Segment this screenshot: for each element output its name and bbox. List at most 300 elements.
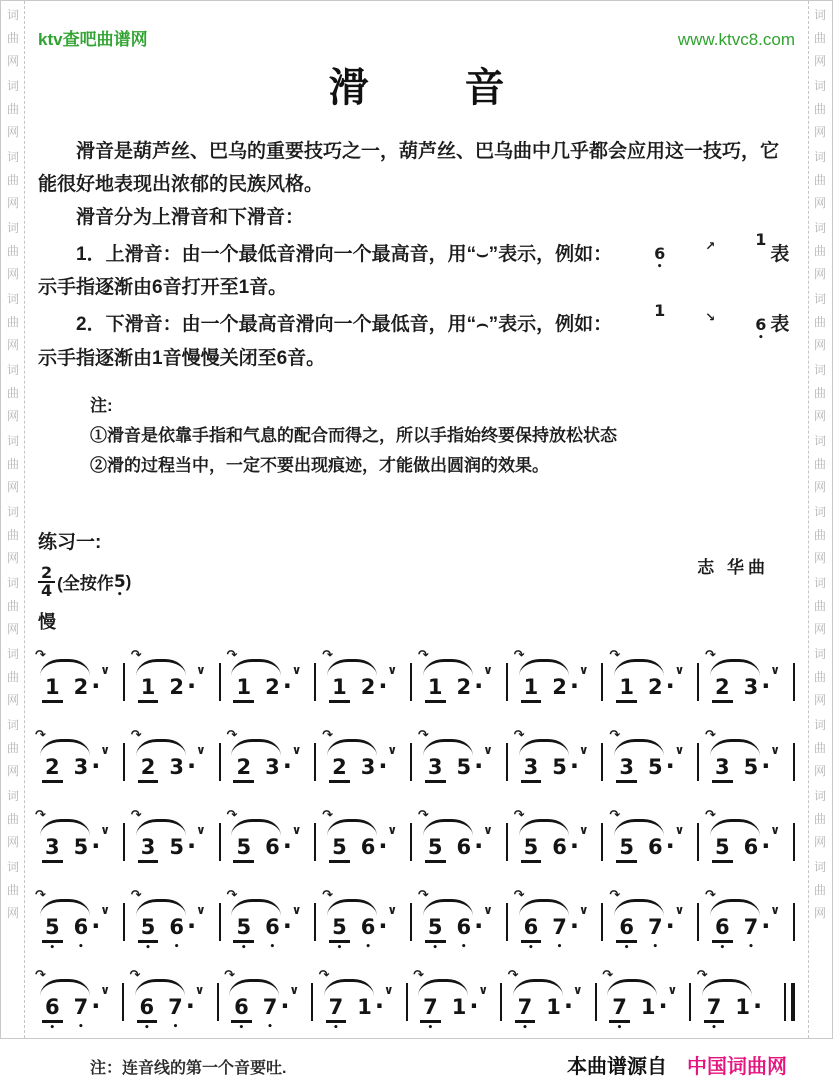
slide-hook-icon: ↷	[609, 807, 621, 823]
measure	[322, 647, 401, 710]
slide-hook-icon: ↷	[226, 727, 238, 743]
down-slide-text-pre: 2．下滑音：由一个最高音滑向一个最低音，用“⌢”表示，例如：	[76, 314, 613, 336]
note: 2	[456, 674, 472, 699]
breath-mark-icon: ∨	[387, 902, 398, 917]
measure	[705, 647, 784, 710]
downslide-notation-example	[616, 300, 767, 343]
composer-credit: 志 华曲	[697, 557, 769, 577]
barline	[689, 983, 691, 1021]
note: 7 •	[73, 994, 89, 1033]
note: 6 •	[169, 914, 184, 953]
augmentation-dot-icon: ·	[91, 831, 101, 860]
octave-dot-icon: •	[719, 943, 726, 954]
footer-note: 注：连音线的第一个音要吐.	[90, 1059, 287, 1077]
measure	[226, 727, 305, 790]
note: 3	[712, 756, 733, 783]
barline	[697, 663, 699, 701]
measure	[609, 887, 688, 954]
octave-dot-icon: •	[656, 262, 663, 273]
octave-dot-icon: •	[711, 1023, 717, 1034]
slide-hook-icon: ↷	[609, 727, 621, 743]
left-watermark-column	[5, 9, 21, 932]
slide-hook-icon: ↷	[513, 647, 525, 663]
score-system	[35, 807, 795, 871]
octave-dot-icon: •	[78, 1022, 84, 1033]
breath-mark-icon: ∨	[100, 902, 110, 917]
note-pair	[712, 833, 770, 863]
slide-hook-icon: ↷	[609, 887, 621, 903]
octave-dot-icon: •	[427, 1023, 434, 1034]
barline	[595, 983, 597, 1021]
slide-hook-icon: ↷	[513, 887, 525, 903]
note-pair	[42, 753, 100, 783]
augmentation-dot-icon: ·	[185, 991, 195, 1020]
watermark-text: 词 曲 网	[6, 789, 19, 849]
watermark-text: 词 曲 网	[6, 292, 19, 352]
measure	[696, 967, 776, 1034]
barline	[314, 663, 316, 701]
site-url-link[interactable]: www.ktvc8.com	[677, 30, 795, 49]
note: 7 •	[515, 996, 536, 1023]
site-name-link[interactable]: ktv查吧曲谱网	[38, 30, 148, 49]
note: 5	[521, 836, 542, 863]
barline	[697, 743, 699, 781]
note-pair	[329, 833, 387, 863]
measure	[513, 727, 593, 790]
slide-hook-icon: ↷	[417, 807, 429, 823]
note: 5	[425, 836, 446, 863]
note-pair	[712, 753, 770, 783]
octave-dot-icon: •	[269, 942, 276, 953]
note-pair	[712, 911, 771, 954]
barline	[506, 823, 508, 861]
barline	[410, 903, 412, 941]
measure	[226, 887, 305, 954]
site-header	[38, 1, 795, 50]
measure	[130, 727, 210, 790]
upslide-notation-example	[616, 230, 767, 273]
octave-dot-icon: •	[78, 942, 84, 953]
note-pair	[521, 673, 579, 703]
barline	[123, 823, 125, 861]
breath-mark-icon: ∨	[483, 902, 493, 917]
watermark-text: 词 曲 网	[6, 79, 19, 139]
note: 6	[456, 834, 472, 859]
watermark-text: 词 曲 网	[6, 8, 19, 68]
note-pair	[521, 753, 579, 783]
augmentation-dot-icon: ·	[658, 991, 668, 1020]
breath-mark-icon: ∨	[289, 982, 300, 997]
watermark-text: 词 曲 网	[813, 576, 826, 636]
note: 6 •	[42, 996, 63, 1023]
breath-mark-icon: ∨	[667, 982, 678, 997]
note-pair	[42, 991, 101, 1034]
note: 5	[169, 834, 184, 859]
note: 7 •	[168, 994, 183, 1033]
score	[35, 647, 795, 1034]
augmentation-dot-icon: ·	[282, 671, 292, 700]
measure	[417, 727, 497, 790]
barline	[314, 903, 316, 941]
example-low-note: 6 •	[717, 317, 766, 333]
note: 5	[329, 836, 350, 863]
measure	[417, 807, 497, 870]
augmentation-dot-icon: ·	[474, 831, 484, 860]
note: 6 •	[265, 914, 280, 953]
watermark-text: 词 曲 网	[813, 150, 826, 210]
note-pair	[425, 911, 484, 954]
note: 3	[425, 756, 446, 783]
octave-dot-icon: •	[173, 942, 180, 953]
watermark-text: 词 曲 网	[813, 860, 826, 920]
measure	[609, 647, 688, 710]
breath-mark-icon: ∨	[291, 902, 302, 917]
time-signature-denominator: 4	[41, 580, 53, 600]
note: 3	[265, 754, 280, 779]
note: 1	[640, 994, 656, 1019]
slide-hook-icon: ↷	[130, 807, 142, 823]
note-pair	[233, 673, 291, 703]
watermark-text: 词 曲 网	[6, 363, 19, 423]
note: 2	[42, 756, 63, 783]
slide-hook-icon: ↷	[35, 647, 46, 663]
note: 6 •	[73, 914, 89, 953]
augmentation-dot-icon: ·	[186, 671, 197, 700]
slide-hook-icon: ↷	[35, 807, 46, 823]
barline	[500, 983, 502, 1021]
note: 1	[521, 676, 542, 703]
barline	[123, 903, 125, 941]
measure	[322, 727, 401, 790]
note-pair	[137, 991, 195, 1034]
breath-mark-icon: ∨	[100, 982, 110, 997]
barline	[793, 743, 795, 781]
augmentation-dot-icon: ·	[752, 991, 763, 1020]
augmentation-dot-icon: ·	[474, 911, 484, 940]
augmentation-dot-icon: ·	[474, 751, 484, 780]
watermark-text: 词 曲 网	[813, 292, 826, 352]
breath-mark-icon: ∨	[674, 662, 685, 677]
page-content	[35, 1, 795, 1079]
note: 2	[552, 674, 567, 699]
note: 6	[265, 834, 280, 859]
note: 5	[712, 836, 733, 863]
slide-hook-icon: ↷	[705, 887, 716, 903]
slide-hook-icon: ↷	[705, 647, 716, 663]
note: 1	[233, 676, 254, 703]
note: 7 •	[704, 996, 725, 1023]
measure	[226, 807, 305, 870]
watermark-text: 词 曲 网	[813, 363, 826, 423]
watermark-text: 词 曲 网	[813, 221, 826, 281]
watermark-text: 词 曲 网	[6, 150, 19, 210]
slide-hook-icon: ↷	[417, 727, 429, 743]
octave-dot-icon: •	[522, 1023, 528, 1034]
barline	[217, 983, 219, 1021]
note: 3	[169, 754, 184, 779]
note: 2	[138, 756, 159, 783]
key-label-pre: (全按作	[57, 574, 114, 594]
time-signature	[38, 562, 55, 600]
measure	[322, 807, 401, 870]
slide-hook-icon: ↷	[507, 967, 519, 983]
note: 6 •	[616, 916, 637, 943]
octave-dot-icon: •	[49, 943, 56, 954]
up-slide-item	[38, 230, 795, 304]
source-brand-link[interactable]: 中国词曲网	[687, 1055, 787, 1078]
barline	[506, 903, 508, 941]
note: 3	[42, 836, 63, 863]
note-pair	[515, 991, 574, 1034]
note: 2	[169, 674, 184, 699]
octave-dot-icon: •	[336, 943, 343, 954]
note: 2	[233, 756, 254, 783]
note: 3	[521, 756, 542, 783]
barline	[793, 903, 795, 941]
note-pair	[616, 673, 674, 703]
slide-hook-icon: ↷	[130, 727, 142, 743]
example-low-note: 6 •	[616, 246, 665, 262]
note: 7 •	[262, 994, 278, 1033]
note-pair	[425, 673, 483, 703]
note: 1	[357, 994, 372, 1019]
note-pair	[420, 991, 479, 1034]
breath-mark-icon: ∨	[291, 742, 302, 757]
augmentation-dot-icon: ·	[761, 831, 771, 860]
augmentation-dot-icon: ·	[569, 751, 579, 780]
source-credit	[567, 1050, 787, 1079]
note: 6 •	[456, 914, 472, 953]
measure	[226, 647, 305, 710]
measure	[35, 967, 114, 1034]
note: 5	[743, 754, 759, 779]
augmentation-dot-icon: ·	[378, 911, 388, 940]
note: 7 •	[609, 996, 630, 1023]
notes-title: 注:	[90, 395, 113, 415]
notes-block	[90, 391, 795, 481]
note-pair	[42, 911, 101, 954]
octave-dot-icon: •	[623, 943, 630, 954]
up-slide-icon: ↗	[705, 239, 716, 254]
breath-mark-icon: ∨	[478, 982, 489, 997]
slide-hook-icon: ↷	[226, 647, 238, 663]
note: 7 •	[420, 996, 441, 1023]
measure	[507, 967, 587, 1034]
measure	[417, 647, 497, 710]
augmentation-dot-icon: ·	[569, 671, 579, 700]
augmentation-dot-icon: ·	[665, 911, 675, 940]
slide-hook-icon: ↷	[130, 647, 142, 663]
watermark-text: 词 曲 网	[6, 860, 19, 920]
slide-hook-icon: ↷	[35, 967, 46, 983]
time-signature-numerator: 2	[38, 566, 55, 583]
octave-dot-icon: •	[240, 943, 247, 954]
octave-dot-icon: •	[748, 942, 754, 953]
augmentation-dot-icon: ·	[665, 751, 675, 780]
watermark-text: 词 曲 网	[813, 8, 826, 68]
octave-dot-icon: •	[267, 1022, 273, 1033]
note: 3	[743, 674, 759, 699]
octave-dot-icon: •	[652, 942, 659, 953]
breath-mark-icon: ∨	[291, 662, 302, 677]
measure	[705, 887, 784, 954]
measure	[35, 727, 114, 790]
note-pair	[326, 991, 384, 1034]
augmentation-dot-icon: ·	[378, 671, 388, 700]
barline	[697, 903, 699, 941]
note-pair	[329, 673, 387, 703]
measure	[602, 967, 681, 1034]
note: 2	[265, 674, 280, 699]
note-pair	[521, 911, 579, 954]
watermark-text: 词 曲 网	[813, 79, 826, 139]
measure	[705, 807, 784, 870]
exercise-title: 练习一:	[38, 531, 102, 553]
breath-mark-icon: ∨	[195, 902, 206, 917]
note: 1	[616, 676, 637, 703]
breath-mark-icon: ∨	[100, 742, 110, 757]
measure	[35, 647, 114, 710]
note: 5	[616, 836, 637, 863]
measure	[318, 967, 398, 1034]
octave-dot-icon: •	[333, 1023, 339, 1034]
note: 1	[329, 676, 350, 703]
barline	[601, 663, 603, 701]
note-line-2: ②滑的过程当中，一定不要出现痕迹，才能做出圆润的效果。	[90, 455, 549, 475]
page-footer	[38, 1050, 795, 1079]
down-slide-icon: ↘	[705, 309, 716, 324]
note: 2	[329, 756, 350, 783]
octave-dot-icon: •	[460, 942, 467, 953]
watermark-text: 词 曲 网	[6, 434, 19, 494]
page-title: 滑音	[328, 66, 601, 110]
measure	[322, 887, 401, 954]
slide-hook-icon: ↷	[705, 807, 716, 823]
down-slide-text-post: 表示手指逐渐由1音慢慢关闭至6音。	[38, 314, 790, 369]
note-pair	[138, 911, 197, 954]
watermark-text: 词 曲 网	[813, 789, 826, 849]
barline	[506, 743, 508, 781]
augmentation-dot-icon: ·	[761, 751, 771, 780]
augmentation-dot-icon: ·	[91, 671, 101, 700]
octave-dot-icon: •	[49, 1023, 56, 1034]
note-pair	[425, 833, 483, 863]
slide-hook-icon: ↷	[417, 887, 429, 903]
slide-hook-icon: ↷	[413, 967, 425, 983]
measure	[130, 887, 210, 954]
slide-hook-icon: ↷	[609, 647, 621, 663]
note: 2	[73, 674, 89, 699]
final-barline	[784, 983, 795, 1021]
note: 6	[360, 834, 376, 859]
augmentation-dot-icon: ·	[91, 911, 101, 940]
note: 5 •	[233, 916, 254, 943]
note: 1	[546, 994, 561, 1019]
slide-hook-icon: ↷	[224, 967, 235, 983]
octave-dot-icon: •	[116, 589, 123, 600]
breath-mark-icon: ∨	[387, 742, 398, 757]
slide-hook-icon: ↷	[322, 727, 334, 743]
barline	[314, 823, 316, 861]
barline	[219, 663, 221, 701]
note: 3	[360, 754, 376, 779]
left-dashed-rule	[24, 1, 25, 1038]
breath-mark-icon: ∨	[387, 662, 398, 677]
measure	[513, 647, 593, 710]
breath-mark-icon: ∨	[383, 982, 394, 997]
barline	[219, 823, 221, 861]
slide-hook-icon: ↷	[226, 887, 238, 903]
octave-dot-icon: •	[145, 943, 151, 954]
note: 5	[456, 754, 472, 779]
note: 3	[73, 754, 89, 779]
note: 5	[552, 754, 567, 779]
augmentation-dot-icon: ·	[469, 991, 479, 1020]
octave-dot-icon: •	[528, 943, 534, 954]
intro-paragraph-2: 滑音分为上滑音和下滑音：	[76, 207, 305, 228]
note-pair	[609, 991, 668, 1034]
slide-hook-icon: ↷	[602, 967, 614, 983]
measure	[35, 807, 114, 870]
measure	[35, 887, 114, 954]
breath-mark-icon: ∨	[674, 822, 685, 837]
slide-hook-icon: ↷	[322, 887, 334, 903]
breath-mark-icon: ∨	[195, 662, 206, 677]
note-pair	[329, 753, 387, 783]
measure	[129, 967, 209, 1034]
note-pair	[138, 753, 196, 783]
barline	[601, 823, 603, 861]
augmentation-dot-icon: ·	[665, 671, 675, 700]
augmentation-dot-icon: ·	[563, 991, 574, 1020]
augmentation-dot-icon: ·	[374, 991, 384, 1020]
note: 1	[451, 994, 467, 1019]
barline	[314, 743, 316, 781]
note-pair	[138, 673, 196, 703]
slide-hook-icon: ↷	[318, 967, 330, 983]
note-pair	[231, 991, 290, 1034]
note-pair	[616, 753, 674, 783]
slide-hook-icon: ↷	[417, 647, 429, 663]
tempo-marking: 慢	[38, 611, 56, 632]
barline	[601, 903, 603, 941]
note: 5 •	[329, 916, 350, 943]
barline	[697, 823, 699, 861]
measure	[130, 807, 210, 870]
octave-dot-icon: •	[365, 942, 371, 953]
example-high-note: 1	[654, 300, 666, 320]
note-pair	[425, 753, 483, 783]
augmentation-dot-icon: ·	[282, 911, 292, 940]
barline	[793, 663, 795, 701]
octave-dot-icon: •	[616, 1023, 623, 1034]
slide-hook-icon: ↷	[696, 967, 708, 983]
breath-mark-icon: ∨	[674, 902, 685, 917]
slide-hook-icon: ↷	[129, 967, 141, 983]
measure	[513, 887, 593, 954]
note-pair	[42, 673, 100, 703]
breath-mark-icon: ∨	[674, 742, 685, 757]
breath-mark-icon: ∨	[770, 902, 781, 917]
note: 7 •	[326, 996, 347, 1023]
note: 7 •	[552, 914, 567, 953]
note-pair	[233, 833, 291, 863]
breath-mark-icon: ∨	[483, 822, 493, 837]
note: 1	[138, 676, 159, 703]
octave-dot-icon: •	[238, 1023, 245, 1034]
note: 5 •	[425, 916, 446, 943]
note-pair	[704, 991, 763, 1034]
